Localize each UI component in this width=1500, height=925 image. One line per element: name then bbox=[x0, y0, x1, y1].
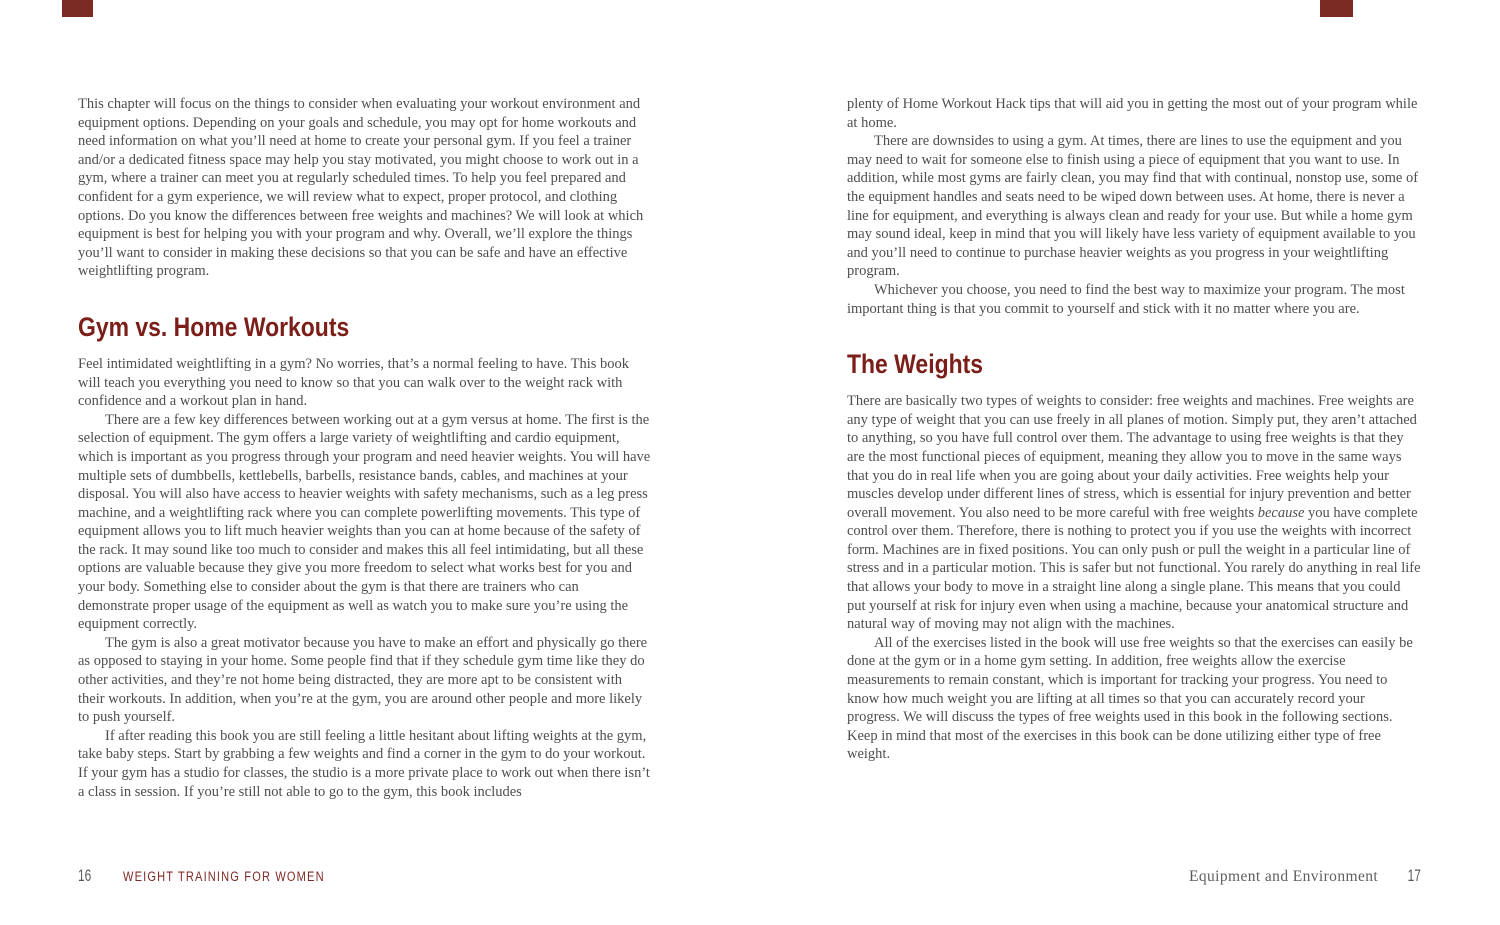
body-paragraph: plenty of Home Workout Hack tips that will aid you in getting the most out of your program while at home. bbox=[847, 96, 1418, 131]
left-page bbox=[78, 95, 652, 801]
paragraph-segment: you have complete control over them. Therefore, there is nothing to protect you if you use the weights with incorrect form. Machines are in fixed positions. You can only push or pull the weight in a particular line of stress and in a particular motion. This is safer but not functional. You rarely do anything in real life that allows your body to move in a straight line along a single plane. This means that you could put yourself at risk for injury even when using a machine, because your anatomical structure and natural way of moving may not align with the machines. bbox=[847, 504, 1421, 633]
body-paragraph: The gym is also a great motivator because you have to make an effort and physically go there as opposed to staying in your home. Some people find that if they schedule gym time like they do other activities, and they’re not home being distracted, they are more apt to be consistent with their workouts. In addition, when you’re at the gym, you are around other people and more likely to push yourself. bbox=[78, 634, 648, 726]
running-title: Equipment and Environment bbox=[1189, 868, 1379, 885]
running-title: WEIGHT TRAINING FOR WOMEN bbox=[122, 869, 325, 884]
body-paragraph: There are a few key differences between working out at a gym versus at home. The first is the selection of equipment. The gym offers a large variety of weightlifting and cardio equipment, which is important as you progress through your program and need heavier weights. You will have multiple sets of dumbbells, kettlebells, barbells, resistance bands, cables, and machines at your disposal. You will also have access to heavier weights with safety mechanisms, such as a leg press machine, and a weightlifting rack where you can complete powerlifting movements. This type of equipment allows you to lift much heavier weights than you can at home because of the safety of the rack. It may sound like too much to consider and makes this all feel intimidating, but all these options are valuable because they give you more freedom to select what works best for you and your body. Something else to consider about the gym is that there are trainers who can demonstrate proper usage of the equipment as well as watch you to make sure you’re using the equipment correctly. bbox=[78, 411, 651, 633]
paragraph-segment: There are basically two types of weights to consider: free weights and machines. Free weights are any type of weight that you can use freely in all planes of motion. Simply put, they aren’t attached to anything, so you have full control over them. The advantage to using free weights is that they are the most functional pieces of equipment, meaning they allow you to move in the same ways that you do in real life when you are going about your daily activities. Free weights help your muscles develop under different lines of stress, which is essential for injury prevention and better overall movement. You also need to be more careful with free weights bbox=[847, 393, 1417, 521]
top-edge-mark-right bbox=[1320, 0, 1353, 17]
section-heading-the-weights: The Weights bbox=[847, 349, 984, 380]
body-paragraph: All of the exercises listed in the book will use free weights so that the exercises can easily be done at the gym or in a home gym setting. In addition, free weights allow the exercise measurements to remain constant, which is important for tracking your progress. You need to know how much weight you are lifting at all times so that you can accurately record your progress. We will discuss the types of free weights used in this book in the following sections. Keep in mind that most of the exercises in this book can be done utilizing either type of free weight. bbox=[847, 634, 1413, 763]
body-paragraph: If after reading this book you are still feeling a little hesitant about lifting weights at the gym, take baby steps. Start by grabbing a few weights and find a corner in the gym to do your workout. If your gym has a studio for classes, the studio is a more private place to work out when there isn’t a class in session. If you’re still not able to go to the gym, this book includes bbox=[78, 727, 650, 800]
body-paragraph: Feel intimidated weightlifting in a gym? No worries, that’s a normal feeling to have. This book will teach you everything you need to know so that you can walk over to the weight rack with confidence and a workout plan in hand. bbox=[78, 355, 630, 410]
body-paragraph: Whichever you choose, you need to find the best way to maximize your program. The most important thing is that you commit to yourself and stick with it no matter where you are. bbox=[847, 281, 1405, 317]
section-heading-gym-vs-home: Gym vs. Home Workouts bbox=[78, 311, 350, 342]
intro-paragraph: This chapter will focus on the things to consider when evaluating your workout environment and equipment options. Depending on your goals and schedule, you may opt for home workouts and need information on what you’ll need at home to create your personal gym. If you feel a trainer and/or a dedicated fitness space may help you stay motivated, you might choose to work out in a gym, where a trainer can meet you at regularly scheduled times. To help you feel prepared and confident for a gym experience, we will review what to expect, proper protocol, and clothing options. Do you know the differences between free weights and machines? We will look at which equipment is best for helping you with your program and why. Overall, we’ll explore the things you’ll want to consider in making these decisions so that you can be safe and have an effective weightlifting program. bbox=[78, 96, 644, 280]
body-paragraph: There are downsides to using a gym. At times, there are lines to use the equipment and you may need to wait for someone else to finish using a piece of equipment that you want to use. In addition, while most gyms are fairly clean, you may find that with continual, nonstop use, some of the equipment handles and seats need to be wiped down between uses. At home, there is never a line for equipment, and everything is always clean and ready for your use. But while a home gym may sound ideal, keep in mind that you will likely have less variety of equipment available to you and you’ll need to continue to purchase heavier weights as you progress in your weightlifting program. bbox=[847, 133, 1419, 280]
italic-word: because bbox=[1257, 504, 1305, 521]
page-number: 17 bbox=[1407, 866, 1421, 885]
body-paragraph bbox=[847, 392, 1421, 634]
top-edge-mark-left bbox=[62, 0, 93, 17]
left-page-footer bbox=[78, 866, 652, 886]
right-page bbox=[847, 95, 1421, 764]
right-page-footer bbox=[847, 866, 1421, 886]
page-number: 16 bbox=[78, 866, 92, 885]
